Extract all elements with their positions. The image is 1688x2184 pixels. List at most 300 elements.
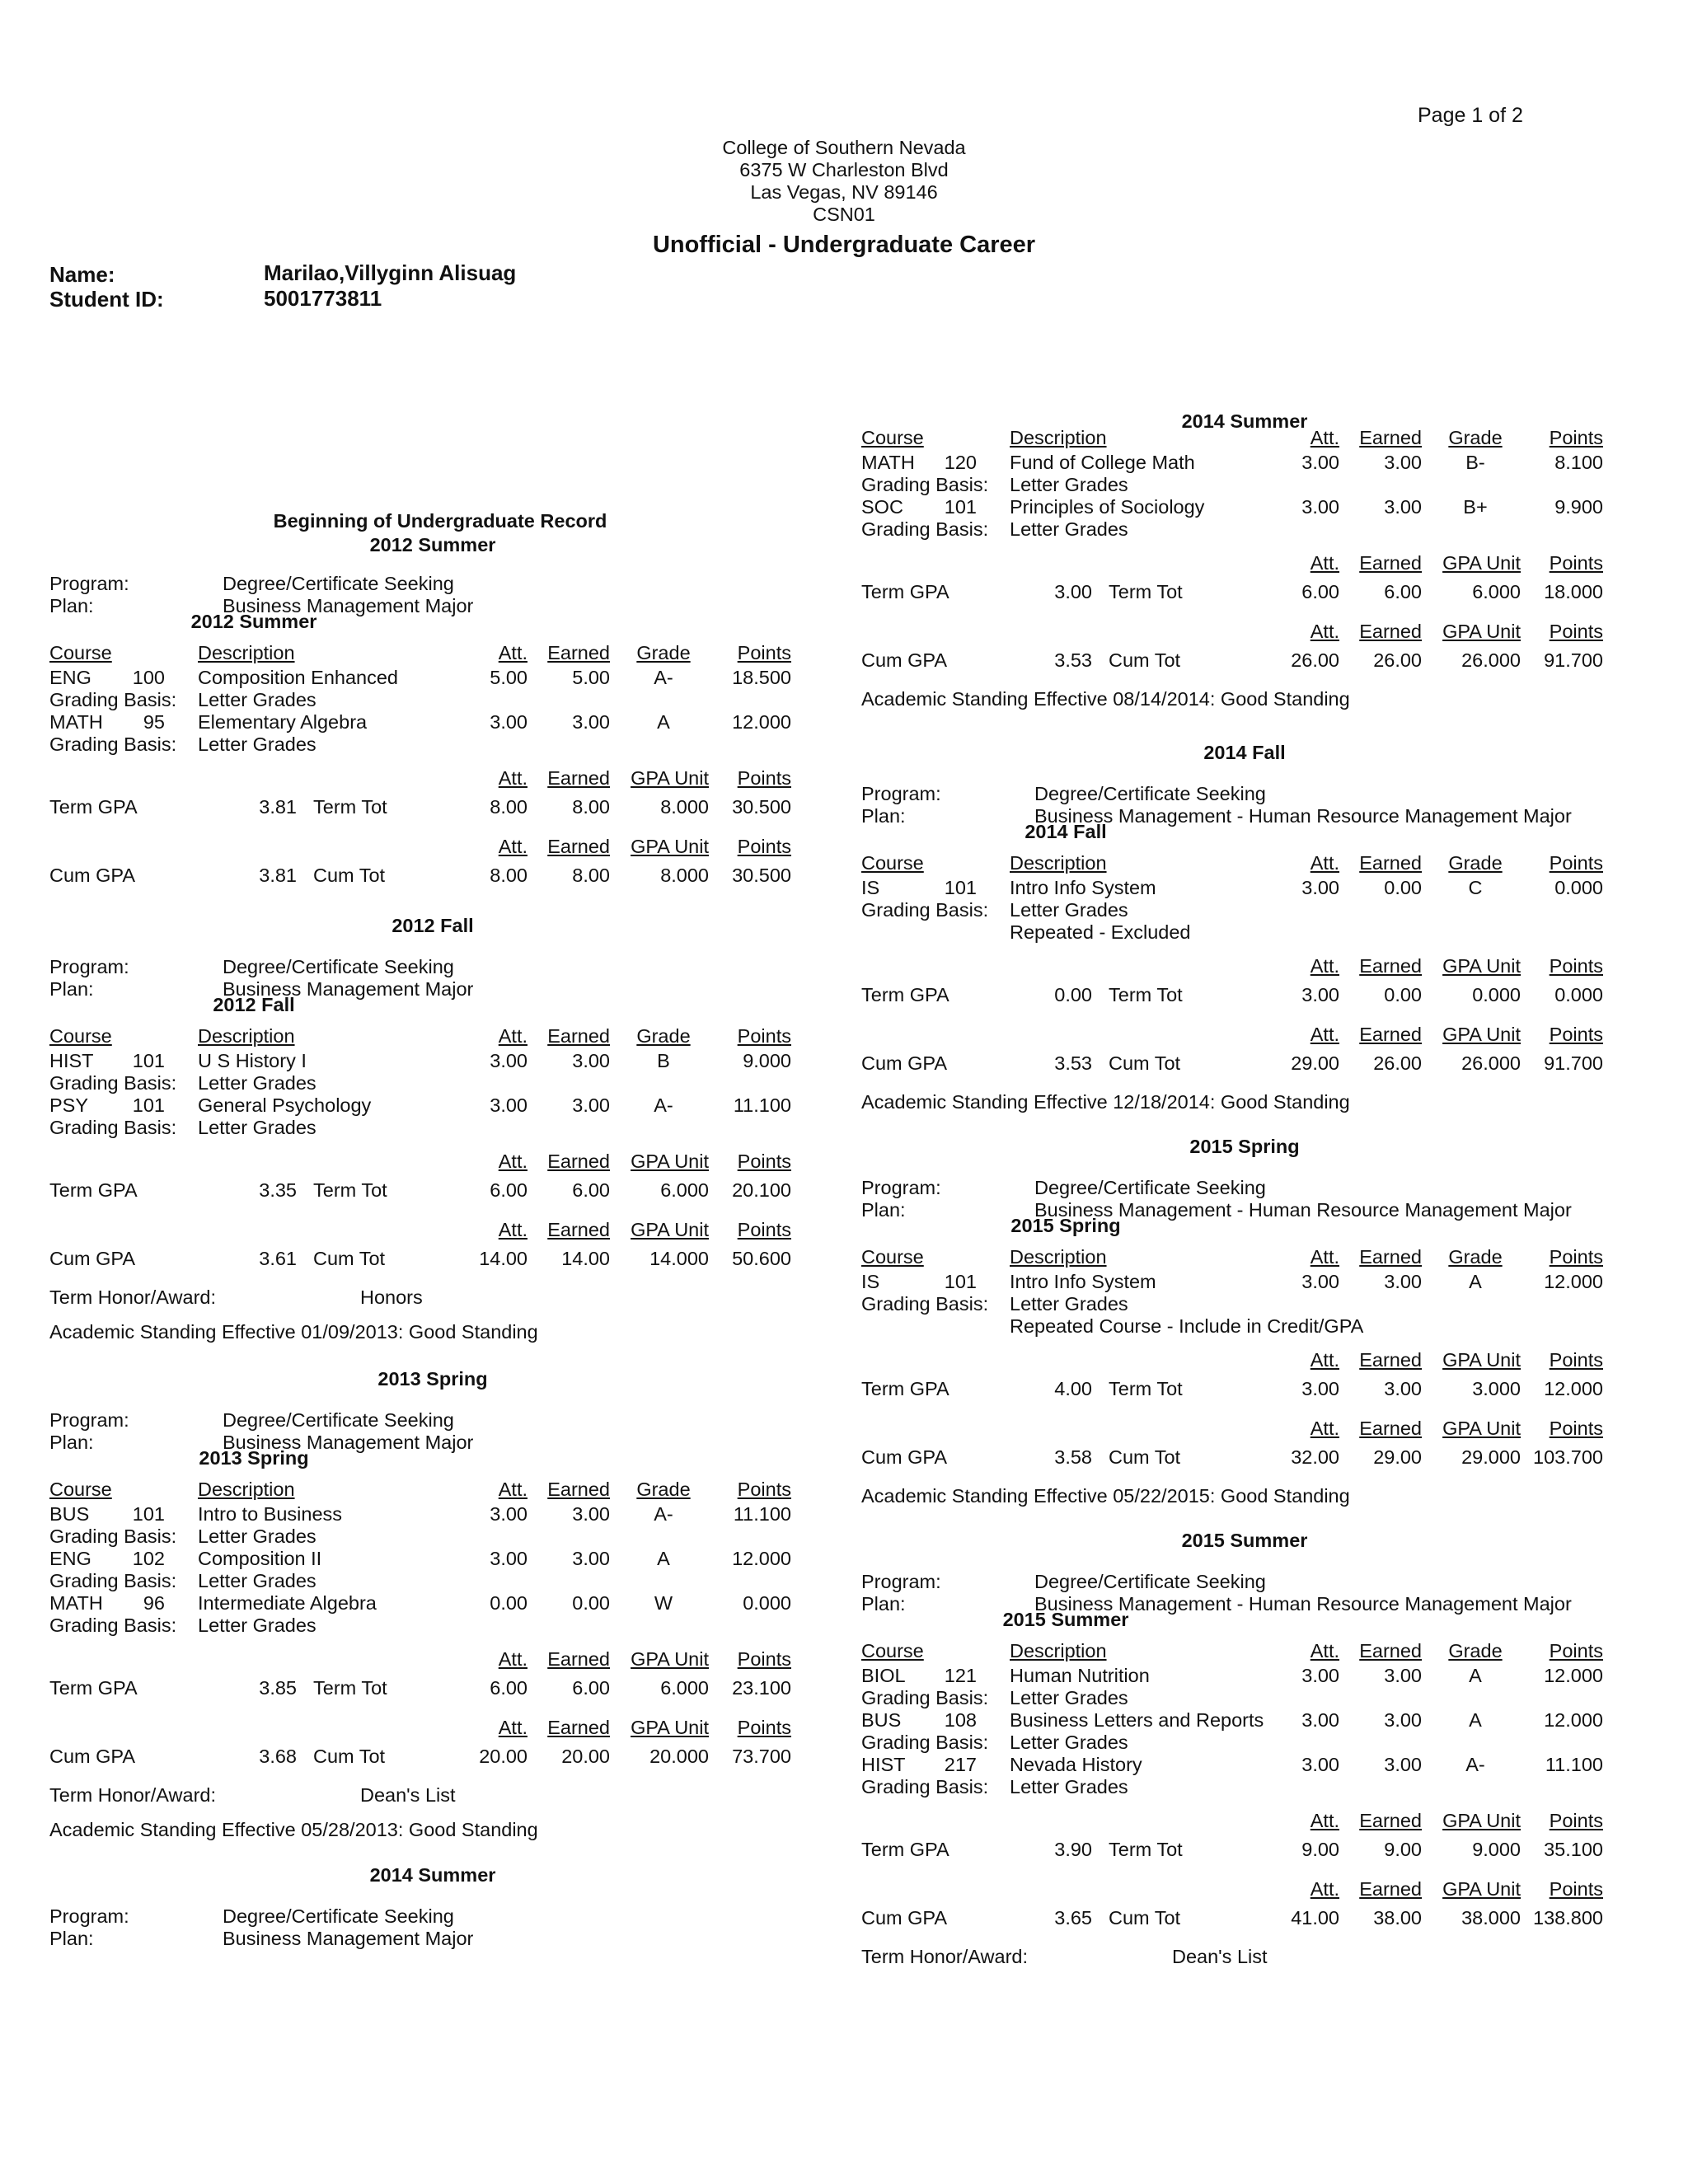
course-subject: IS	[861, 1271, 880, 1292]
plan-label: Plan:	[49, 595, 94, 616]
cum-points: 50.600	[732, 1248, 791, 1269]
grading-basis-label: Grading Basis:	[49, 733, 177, 755]
cum-earned-header: Earned	[1359, 1878, 1422, 1900]
totals-gpa-unit-header: GPA Unit	[631, 1648, 709, 1670]
term-points: 18.000	[1544, 581, 1603, 602]
course-points: 0.000	[743, 1592, 791, 1614]
grading-basis-value: Letter Grades	[1010, 474, 1128, 495]
program-value: Degree/Certificate Seeking	[223, 1905, 454, 1927]
term-att: 6.00	[490, 1179, 528, 1201]
grading-basis-value: Letter Grades	[198, 689, 316, 710]
student-name-label: Name:	[49, 262, 115, 287]
totals-points-header: Points	[1549, 1810, 1603, 1831]
term-gpa-unit: 8.000	[660, 796, 709, 818]
course-grade: B-	[1465, 452, 1485, 473]
course-points: 11.100	[733, 1094, 791, 1116]
course-points: 12.000	[1544, 1271, 1603, 1292]
course-earned: 5.00	[572, 667, 610, 688]
totals-earned-header: Earned	[547, 1648, 610, 1670]
col-course-header: Course	[49, 1479, 112, 1500]
grading-basis-value: Letter Grades	[1010, 518, 1128, 540]
course-earned: 3.00	[1384, 1271, 1422, 1292]
cum-gpa-unit-header: GPA Unit	[1442, 1024, 1521, 1045]
cum-gpa-label: Cum GPA	[49, 1746, 136, 1767]
cum-points-header: Points	[737, 1219, 791, 1240]
course-points: 9.000	[743, 1050, 791, 1071]
cum-points-header: Points	[1549, 1418, 1603, 1439]
student-name: Marilao,Villyginn Alisuag	[264, 260, 517, 285]
grading-basis-value: Letter Grades	[198, 1117, 316, 1138]
term-heading: 2015 Spring	[1189, 1136, 1300, 1157]
totals-points-header: Points	[737, 1151, 791, 1172]
term-heading: 2012 Summer	[369, 534, 496, 555]
term-gpa-unit: 6.000	[1472, 581, 1521, 602]
cum-earned: 8.00	[572, 865, 610, 886]
document-title: Unofficial - Undergraduate Career	[652, 232, 1036, 258]
course-subject: ENG	[49, 1548, 91, 1569]
term-points: 23.100	[732, 1677, 791, 1699]
course-att: 3.00	[490, 1094, 528, 1116]
program-label: Program:	[49, 1905, 129, 1927]
term-tot-label: Term Tot	[1109, 1839, 1183, 1860]
col-grade-header: Grade	[636, 642, 691, 663]
col-description-header: Description	[198, 1479, 295, 1500]
cum-points-header: Points	[737, 1717, 791, 1738]
course-att: 3.00	[1301, 1709, 1339, 1731]
course-description: Intermediate Algebra	[198, 1592, 377, 1614]
term-gpa-label: Term GPA	[49, 796, 138, 818]
course-note: Repeated Course - Include in Credit/GPA	[1010, 1315, 1364, 1337]
totals-gpa-unit-header: GPA Unit	[1442, 1810, 1521, 1831]
program-value: Degree/Certificate Seeking	[1034, 783, 1266, 804]
totals-earned-header: Earned	[547, 1151, 610, 1172]
cum-earned: 26.00	[1373, 1052, 1422, 1074]
col-course-header: Course	[861, 852, 924, 874]
col-description-header: Description	[1010, 852, 1107, 874]
term-subheading: 2012 Summer	[190, 611, 317, 632]
term-honor-value: Honors	[360, 1286, 423, 1308]
term-subheading: 2014 Fall	[1025, 821, 1107, 842]
institution-street: 6375 W Charleston Blvd	[739, 159, 949, 180]
col-grade-header: Grade	[636, 1479, 691, 1500]
course-earned: 3.00	[1384, 496, 1422, 518]
cum-tot-label: Cum Tot	[313, 865, 386, 886]
col-att-header: Att.	[1310, 427, 1339, 448]
grading-basis-value: Letter Grades	[1010, 1732, 1128, 1753]
course-number: 102	[132, 1548, 165, 1569]
cum-att: 29.00	[1291, 1052, 1339, 1074]
term-gpa-label: Term GPA	[861, 1839, 950, 1860]
term-gpa-value: 3.81	[259, 796, 297, 818]
grading-basis-value: Letter Grades	[1010, 1776, 1128, 1797]
term-gpa-value: 3.90	[1054, 1839, 1092, 1860]
course-grade: A	[1469, 1665, 1482, 1686]
cum-gpa-label: Cum GPA	[861, 1446, 948, 1468]
totals-att-header: Att.	[1310, 955, 1339, 977]
term-honor-label: Term Honor/Award:	[861, 1946, 1028, 1967]
cum-tot-label: Cum Tot	[1109, 1052, 1181, 1074]
cum-points-header: Points	[1549, 1024, 1603, 1045]
grading-basis-label: Grading Basis:	[861, 1776, 989, 1797]
course-att: 0.00	[490, 1592, 528, 1614]
course-grade: A	[657, 711, 670, 733]
course-att: 3.00	[1301, 1665, 1339, 1686]
institution-code: CSN01	[813, 204, 875, 225]
cum-tot-label: Cum Tot	[313, 1248, 386, 1269]
cum-att-header: Att.	[498, 1717, 528, 1738]
cum-earned-header: Earned	[1359, 1024, 1422, 1045]
course-subject: MATH	[861, 452, 915, 473]
plan-label: Plan:	[49, 1432, 94, 1453]
totals-points-header: Points	[1549, 1349, 1603, 1371]
cum-att: 14.00	[479, 1248, 528, 1269]
course-number: 101	[944, 1271, 977, 1292]
col-points-header: Points	[737, 642, 791, 663]
term-points: 35.100	[1544, 1839, 1603, 1860]
course-subject: BUS	[49, 1503, 90, 1525]
cum-att: 20.00	[479, 1746, 528, 1767]
col-att-header: Att.	[1310, 1246, 1339, 1268]
grading-basis-label: Grading Basis:	[49, 1072, 177, 1094]
term-tot-label: Term Tot	[313, 796, 387, 818]
cum-gpa-value: 3.68	[259, 1746, 297, 1767]
col-earned-header: Earned	[1359, 1640, 1422, 1661]
course-subject: BUS	[861, 1709, 902, 1731]
totals-gpa-unit-header: GPA Unit	[631, 1151, 709, 1172]
col-description-header: Description	[198, 1025, 295, 1047]
term-points: 20.100	[732, 1179, 791, 1201]
course-subject: BIOL	[861, 1665, 906, 1686]
grading-basis-label: Grading Basis:	[49, 689, 177, 710]
term-earned: 0.00	[1384, 984, 1422, 1005]
term-gpa-value: 0.00	[1054, 984, 1092, 1005]
course-note: Repeated - Excluded	[1010, 921, 1191, 943]
course-grade: C	[1468, 877, 1483, 898]
course-points: 12.000	[732, 711, 791, 733]
col-course-header: Course	[49, 1025, 112, 1047]
course-att: 3.00	[490, 1050, 528, 1071]
col-att-header: Att.	[498, 1479, 528, 1500]
term-honor-value: Dean's List	[1172, 1946, 1268, 1967]
col-description-header: Description	[1010, 1640, 1107, 1661]
cum-tot-label: Cum Tot	[1109, 1446, 1181, 1468]
course-grade: A-	[654, 667, 673, 688]
term-gpa-value: 3.85	[259, 1677, 297, 1699]
course-subject: HIST	[861, 1754, 906, 1775]
totals-gpa-unit-header: GPA Unit	[1442, 955, 1521, 977]
plan-label: Plan:	[861, 1199, 906, 1221]
course-points: 9.900	[1554, 496, 1603, 518]
term-earned: 3.00	[1384, 1378, 1422, 1399]
program-value: Degree/Certificate Seeking	[223, 956, 454, 977]
col-grade-header: Grade	[1448, 427, 1503, 448]
col-grade-header: Grade	[636, 1025, 691, 1047]
course-att: 5.00	[490, 667, 528, 688]
totals-att-header: Att.	[1310, 1349, 1339, 1371]
term-gpa-unit: 3.000	[1472, 1378, 1521, 1399]
term-subheading: 2015 Summer	[1002, 1609, 1129, 1630]
program-label: Program:	[861, 1571, 941, 1592]
plan-value: Business Management - Human Resource Management Major	[1034, 805, 1572, 827]
totals-earned-header: Earned	[1359, 955, 1422, 977]
col-grade-header: Grade	[1448, 852, 1503, 874]
totals-points-header: Points	[737, 767, 791, 789]
cum-tot-label: Cum Tot	[313, 1746, 386, 1767]
term-gpa-value: 4.00	[1054, 1378, 1092, 1399]
course-description: Composition Enhanced	[198, 667, 398, 688]
term-honor-label: Term Honor/Award:	[49, 1784, 216, 1806]
course-description: Nevada History	[1010, 1754, 1142, 1775]
course-description: Elementary Algebra	[198, 711, 368, 733]
grading-basis-value: Letter Grades	[1010, 1687, 1128, 1708]
plan-value: Business Management Major	[223, 1928, 474, 1949]
grading-basis-label: Grading Basis:	[861, 899, 989, 921]
term-gpa-label: Term GPA	[861, 581, 950, 602]
course-number: 95	[143, 711, 165, 733]
cum-gpa-unit: 38.000	[1461, 1907, 1521, 1929]
course-att: 3.00	[490, 711, 528, 733]
course-number: 217	[944, 1754, 977, 1775]
course-subject: SOC	[861, 496, 903, 518]
plan-value: Business Management - Human Resource Management Major	[1034, 1593, 1572, 1615]
cum-gpa-unit-header: GPA Unit	[631, 1219, 709, 1240]
cum-points: 73.700	[732, 1746, 791, 1767]
course-number: 101	[944, 877, 977, 898]
page-number: Page 1 of 2	[1418, 104, 1523, 127]
course-subject: IS	[861, 877, 880, 898]
cum-gpa-unit: 8.000	[660, 865, 709, 886]
course-points: 18.500	[732, 667, 791, 688]
col-att-header: Att.	[1310, 1640, 1339, 1661]
course-number: 121	[944, 1665, 977, 1686]
cum-gpa-value: 3.81	[259, 865, 297, 886]
course-earned: 3.00	[1384, 1665, 1422, 1686]
academic-standing: Academic Standing Effective 01/09/2013: Good Standing	[49, 1321, 538, 1343]
grading-basis-value: Letter Grades	[198, 1615, 316, 1636]
cum-points: 91.700	[1544, 649, 1603, 671]
totals-att-header: Att.	[1310, 1810, 1339, 1831]
plan-value: Business Management Major	[223, 595, 474, 616]
course-subject: HIST	[49, 1050, 94, 1071]
term-earned: 9.00	[1384, 1839, 1422, 1860]
col-earned-header: Earned	[1359, 852, 1422, 874]
grading-basis-value: Letter Grades	[198, 1570, 316, 1591]
course-grade: A-	[1465, 1754, 1485, 1775]
term-points: 12.000	[1544, 1378, 1603, 1399]
term-tot-label: Term Tot	[313, 1179, 387, 1201]
term-gpa-unit: 6.000	[660, 1179, 709, 1201]
record-begin-heading: Beginning of Undergraduate Record	[273, 510, 607, 532]
cum-points: 30.500	[732, 865, 791, 886]
program-label: Program:	[861, 1177, 941, 1198]
cum-tot-label: Cum Tot	[1109, 1907, 1181, 1929]
term-earned: 6.00	[572, 1677, 610, 1699]
plan-value: Business Management Major	[223, 1432, 474, 1453]
totals-points-header: Points	[1549, 552, 1603, 574]
plan-label: Plan:	[861, 805, 906, 827]
cum-gpa-value: 3.53	[1054, 1052, 1092, 1074]
totals-att-header: Att.	[498, 1151, 528, 1172]
course-grade: W	[654, 1592, 673, 1614]
course-number: 96	[143, 1592, 165, 1614]
cum-gpa-label: Cum GPA	[49, 865, 136, 886]
grading-basis-label: Grading Basis:	[49, 1615, 177, 1636]
plan-value: Business Management Major	[223, 978, 474, 1000]
cum-att-header: Att.	[498, 836, 528, 857]
col-att-header: Att.	[1310, 852, 1339, 874]
cum-att-header: Att.	[1310, 621, 1339, 642]
col-earned-header: Earned	[547, 642, 610, 663]
col-course-header: Course	[861, 1246, 924, 1268]
term-tot-label: Term Tot	[1109, 581, 1183, 602]
cum-earned: 20.00	[561, 1746, 610, 1767]
term-tot-label: Term Tot	[1109, 984, 1183, 1005]
totals-points-header: Points	[737, 1648, 791, 1670]
cum-gpa-unit-header: GPA Unit	[631, 836, 709, 857]
course-number: 101	[132, 1094, 165, 1116]
col-course-header: Course	[49, 642, 112, 663]
term-att: 6.00	[490, 1677, 528, 1699]
cum-gpa-label: Cum GPA	[861, 1052, 948, 1074]
col-description-header: Description	[1010, 1246, 1107, 1268]
plan-label: Plan:	[49, 1928, 94, 1949]
term-gpa-label: Term GPA	[49, 1179, 138, 1201]
cum-gpa-label: Cum GPA	[861, 649, 948, 671]
institution-city: Las Vegas, NV 89146	[750, 181, 938, 203]
term-heading: 2013 Spring	[377, 1368, 488, 1390]
student-id: 5001773811	[264, 286, 382, 311]
term-tot-label: Term Tot	[313, 1677, 387, 1699]
course-att: 3.00	[1301, 1271, 1339, 1292]
grading-basis-label: Grading Basis:	[861, 1732, 989, 1753]
term-gpa-label: Term GPA	[861, 984, 950, 1005]
course-att: 3.00	[490, 1548, 528, 1569]
term-gpa-label: Term GPA	[861, 1378, 950, 1399]
cum-att-header: Att.	[1310, 1418, 1339, 1439]
col-course-header: Course	[861, 1640, 924, 1661]
cum-gpa-unit: 26.000	[1461, 649, 1521, 671]
course-earned: 3.00	[1384, 452, 1422, 473]
col-earned-header: Earned	[1359, 427, 1422, 448]
col-points-header: Points	[737, 1025, 791, 1047]
academic-standing: Academic Standing Effective 08/14/2014: Good Standing	[861, 688, 1350, 710]
course-grade: A	[1469, 1709, 1482, 1731]
cum-points-header: Points	[737, 836, 791, 857]
cum-points: 91.700	[1544, 1052, 1603, 1074]
totals-att-header: Att.	[498, 1648, 528, 1670]
cum-points-header: Points	[1549, 621, 1603, 642]
term-heading: 2015 Summer	[1181, 1530, 1308, 1551]
cum-earned-header: Earned	[547, 836, 610, 857]
term-earned: 6.00	[572, 1179, 610, 1201]
cum-gpa-label: Cum GPA	[861, 1907, 948, 1929]
program-value: Degree/Certificate Seeking	[223, 573, 454, 594]
course-points: 0.000	[1554, 877, 1603, 898]
course-description: Composition II	[198, 1548, 322, 1569]
cum-earned-header: Earned	[547, 1219, 610, 1240]
col-att-header: Att.	[498, 642, 528, 663]
term-att: 8.00	[490, 796, 528, 818]
totals-earned-header: Earned	[1359, 1349, 1422, 1371]
course-grade: B	[657, 1050, 670, 1071]
totals-att-header: Att.	[498, 767, 528, 789]
cum-att: 32.00	[1291, 1446, 1339, 1468]
academic-standing: Academic Standing Effective 05/28/2013: Good Standing	[49, 1819, 538, 1840]
grading-basis-value: Letter Grades	[1010, 899, 1128, 921]
term-heading-continued: 2014 Summer	[369, 1864, 496, 1886]
course-earned: 3.00	[572, 1050, 610, 1071]
course-earned: 3.00	[572, 1503, 610, 1525]
totals-gpa-unit-header: GPA Unit	[631, 767, 709, 789]
cum-gpa-unit: 29.000	[1461, 1446, 1521, 1468]
course-points: 12.000	[1544, 1709, 1603, 1731]
course-number: 100	[132, 667, 165, 688]
course-description: Intro to Business	[198, 1503, 343, 1525]
term-gpa-label: Term GPA	[49, 1677, 138, 1699]
term-subheading: 2015 Spring	[1010, 1215, 1121, 1236]
term-earned: 8.00	[572, 796, 610, 818]
term-subheading: 2012 Fall	[213, 994, 295, 1015]
academic-standing: Academic Standing Effective 05/22/2015: Good Standing	[861, 1485, 1350, 1507]
cum-earned: 14.00	[561, 1248, 610, 1269]
program-value: Degree/Certificate Seeking	[223, 1409, 454, 1431]
institution-name: College of Southern Nevada	[722, 137, 966, 158]
grading-basis-value: Letter Grades	[198, 1072, 316, 1094]
course-att: 3.00	[1301, 452, 1339, 473]
grading-basis-label: Grading Basis:	[49, 1526, 177, 1547]
course-grade: B+	[1463, 496, 1488, 518]
course-earned: 3.00	[572, 1094, 610, 1116]
col-description-header: Description	[198, 642, 295, 663]
col-course-header: Course	[861, 427, 924, 448]
totals-earned-header: Earned	[1359, 552, 1422, 574]
course-points: 12.000	[732, 1548, 791, 1569]
col-earned-header: Earned	[1359, 1246, 1422, 1268]
course-earned: 0.00	[1384, 877, 1422, 898]
cum-att: 41.00	[1291, 1907, 1339, 1929]
cum-points: 138.800	[1533, 1907, 1603, 1929]
term-att: 3.00	[1301, 984, 1339, 1005]
program-label: Program:	[49, 1409, 129, 1431]
term-earned: 6.00	[1384, 581, 1422, 602]
course-description: Principles of Sociology	[1010, 496, 1205, 518]
course-points: 8.100	[1554, 452, 1603, 473]
grading-basis-label: Grading Basis:	[49, 1570, 177, 1591]
col-description-header: Description	[1010, 427, 1107, 448]
term-gpa-unit: 9.000	[1472, 1839, 1521, 1860]
grading-basis-label: Grading Basis:	[861, 474, 989, 495]
course-att: 3.00	[490, 1503, 528, 1525]
plan-label: Plan:	[49, 978, 94, 1000]
course-earned: 3.00	[1384, 1709, 1422, 1731]
cum-gpa-unit: 20.000	[649, 1746, 709, 1767]
cum-att-header: Att.	[498, 1219, 528, 1240]
term-gpa-value: 3.00	[1054, 581, 1092, 602]
program-label: Program:	[49, 956, 129, 977]
course-number: 101	[944, 496, 977, 518]
totals-att-header: Att.	[1310, 552, 1339, 574]
course-number: 108	[944, 1709, 977, 1731]
grading-basis-value: Letter Grades	[198, 1526, 316, 1547]
term-subheading: 2013 Spring	[199, 1447, 309, 1469]
col-earned-header: Earned	[547, 1025, 610, 1047]
cum-gpa-unit-header: GPA Unit	[631, 1717, 709, 1738]
totals-earned-header: Earned	[1359, 1810, 1422, 1831]
course-description: Intro Info System	[1010, 1271, 1156, 1292]
term-tot-label: Term Tot	[1109, 1378, 1183, 1399]
col-points-header: Points	[737, 1479, 791, 1500]
col-grade-header: Grade	[1448, 1640, 1503, 1661]
